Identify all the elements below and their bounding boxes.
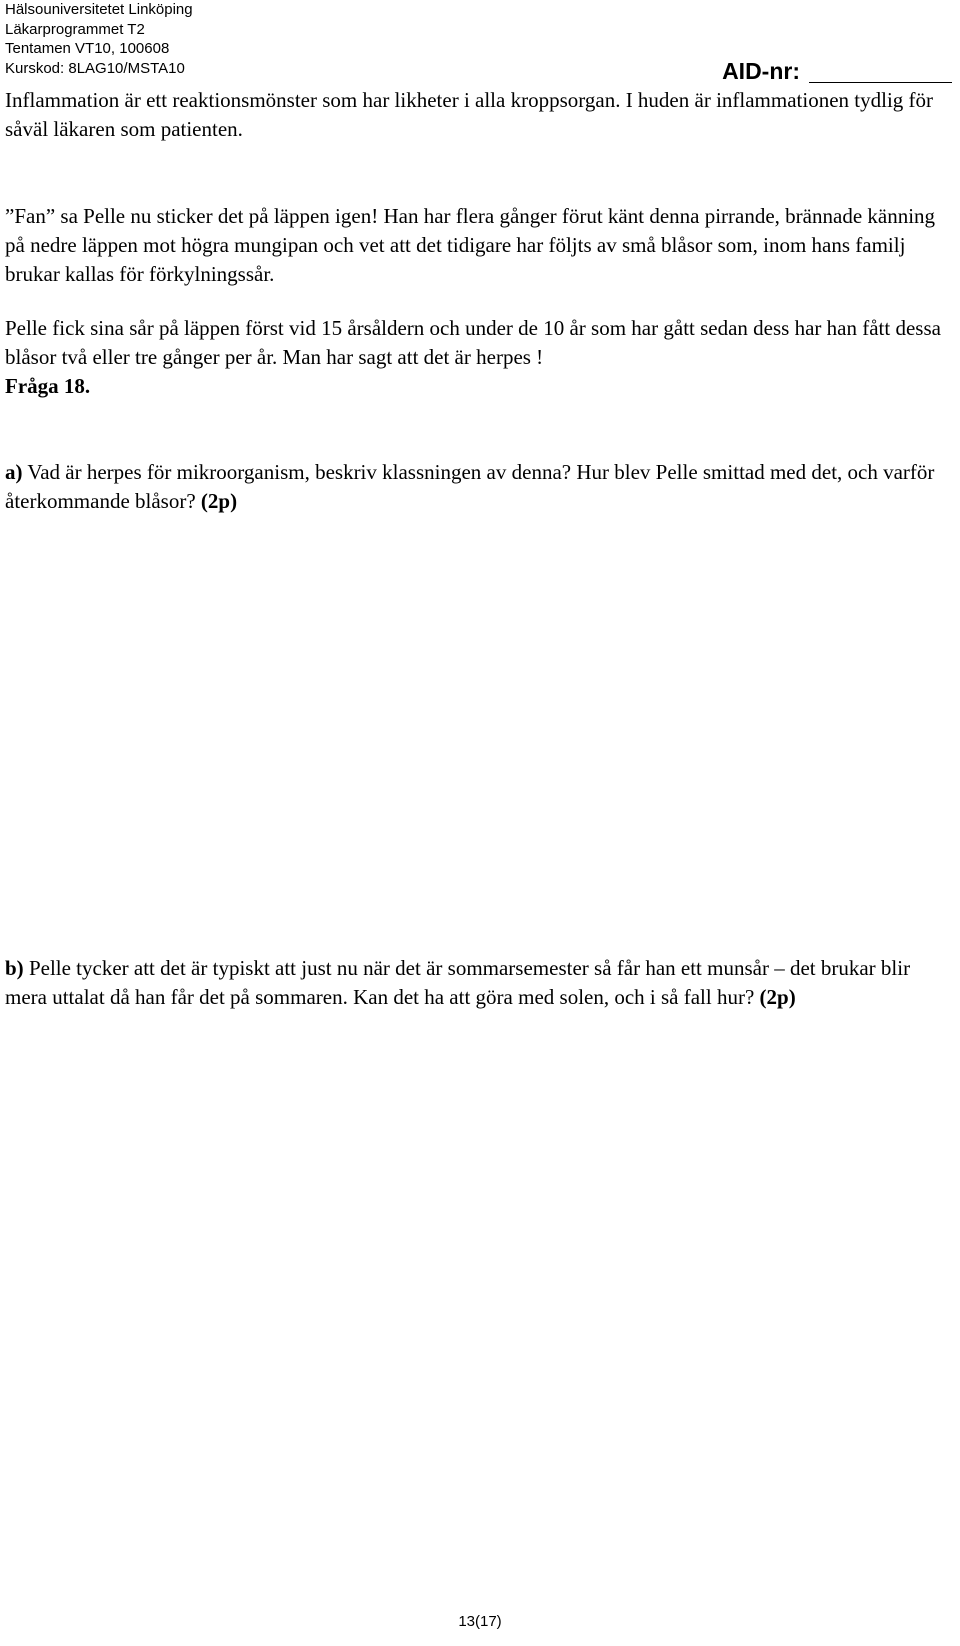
part-b-label: b) bbox=[5, 956, 24, 980]
part-a-text: Vad är herpes för mikroorganism, beskriv klassningen av denna? Hur blev Pelle smittad med det, och varför återkommande blåsor? bbox=[5, 460, 935, 513]
university-name: Hälsouniversitetet Linköping bbox=[5, 1, 193, 18]
case-paragraph-1: ”Fan” sa Pelle nu sticker det på läppen igen! Han har flera gånger förut känt denna pirrande, brännade känning på nedre läppen mot högra mungipan och vet att det tidigare har följts av små blåsor som, inom hans familj brukar kallas för förkylningssår. bbox=[5, 204, 936, 286]
question-part-b bbox=[5, 954, 955, 1012]
program-name: Läkarprogrammet T2 bbox=[5, 20, 145, 38]
part-b-points: (2p) bbox=[759, 985, 796, 1009]
page-number: 13(17) bbox=[458, 1613, 502, 1630]
aid-label: AID-nr: bbox=[722, 58, 800, 84]
course-code: Kurskod: 8LAG10/MSTA10 bbox=[5, 59, 185, 77]
case-paragraph-2: Pelle fick sina sår på läppen först vid 15 årsåldern och under de 10 år som har gått sedan dess har han fått dessa blåsor två eller tre gånger per år. Man har sagt att det är herpes ! bbox=[5, 316, 941, 369]
exam-title: Tentamen VT10, 100608 bbox=[5, 40, 170, 57]
question-title: Fråga 18. bbox=[5, 374, 91, 398]
part-a-label: a) bbox=[5, 460, 23, 484]
intro-paragraph: Inflammation är ett reaktionsmönster som har likheter i alla kroppsorgan. I huden är inflammationen tydlig för såväl läkaren som patienten. bbox=[5, 88, 934, 141]
question-part-a bbox=[5, 458, 955, 516]
part-a-points: (2p) bbox=[200, 489, 238, 513]
part-b-text: Pelle tycker att det är typiskt att just nu när det är sommarsemester så får han ett munsår – det brukar blir mera uttalat då han får det på sommaren. Kan det ha att göra med solen, och i så fall hur? bbox=[5, 956, 911, 1009]
aid-field bbox=[722, 58, 952, 85]
aid-blank-line bbox=[809, 82, 952, 83]
